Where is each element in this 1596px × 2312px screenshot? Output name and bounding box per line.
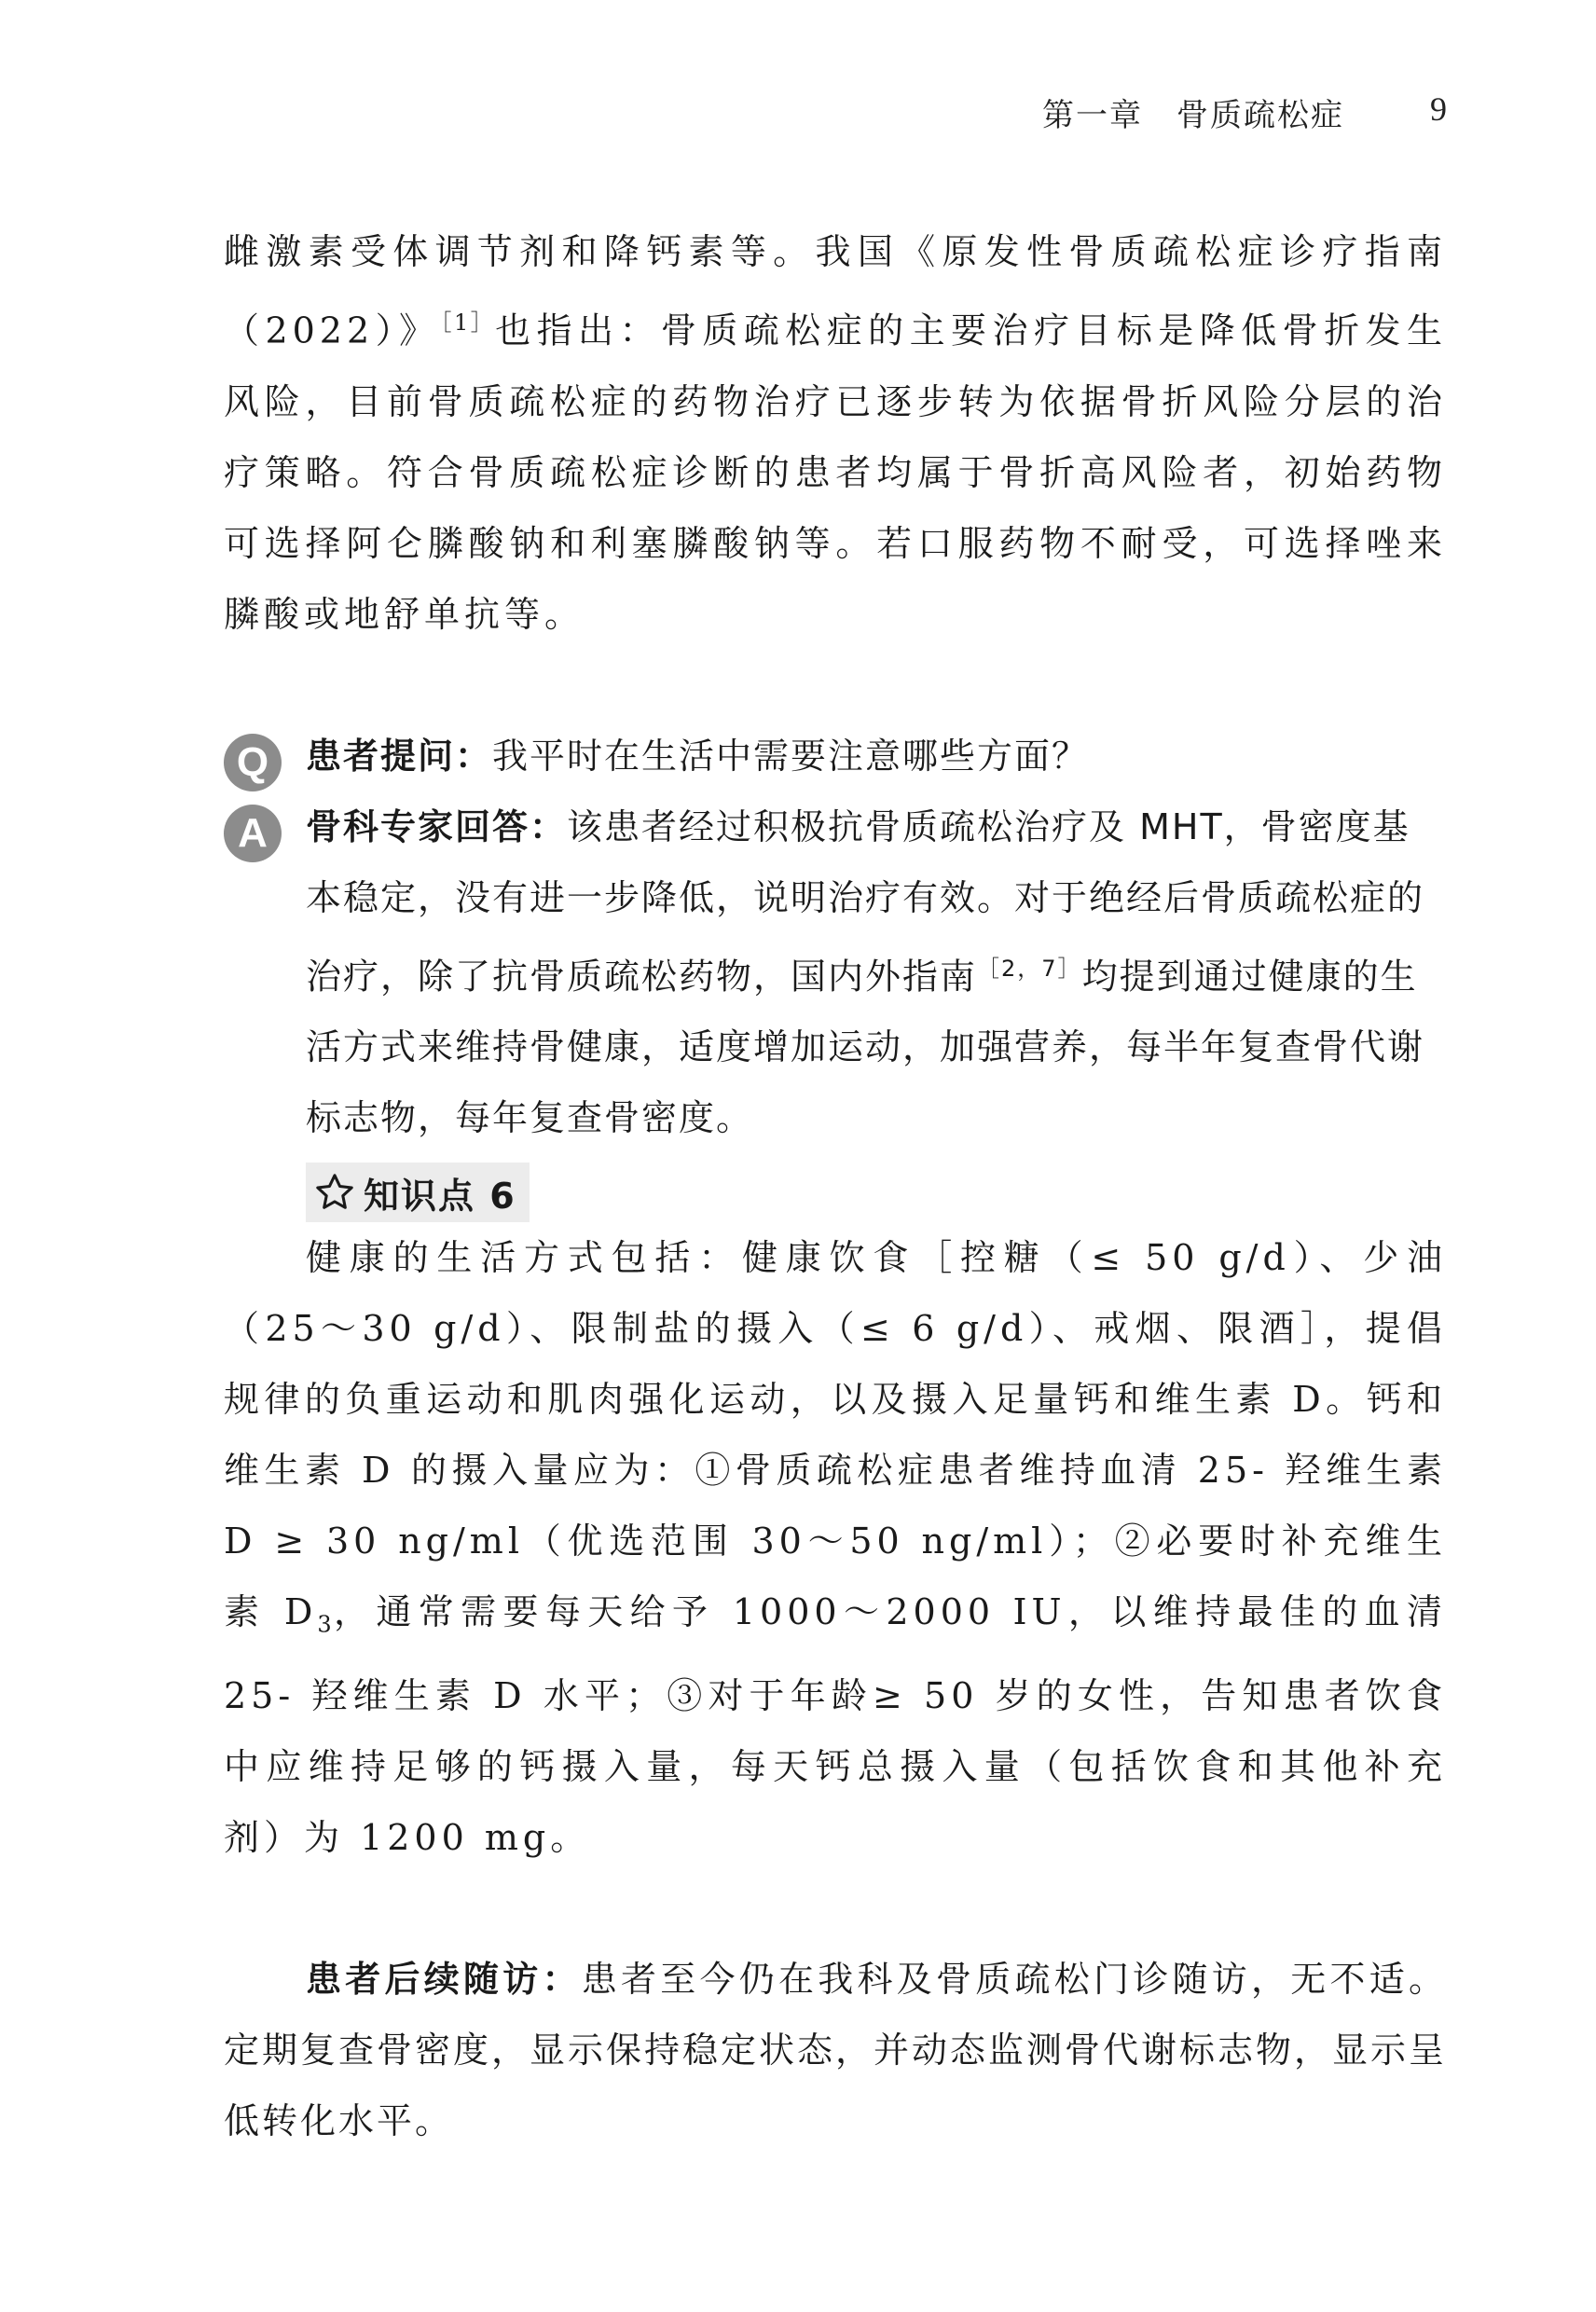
page-body (224, 216, 1447, 2156)
knowledge-point-title: 知识点 6 (364, 1175, 516, 1217)
question-badge-icon: Q (224, 734, 282, 791)
citation-ref-1: ［1］ (440, 310, 496, 336)
intro-paragraph (224, 216, 1447, 650)
followup-text: 患者至今仍在我科及骨质疏松门诊随访，无不适。定期复查骨密度，显示保持稳定状态，并动态监测骨代谢标志物，显示呈低转化水平。 (224, 1958, 1448, 2141)
question-lead: 患者提问： (306, 735, 493, 777)
knowledge-point-heading (306, 1163, 530, 1222)
followup-lead: 患者后续随访： (306, 1958, 582, 2000)
intro-text-1: 雌激素受体调节剂和降钙素等。我国《原发性骨质疏松症诊疗指南（2022）》 (224, 231, 1447, 351)
answer-lead: 骨科专家回答： (306, 805, 568, 847)
patient-followup (224, 1944, 1447, 2156)
expert-answer (224, 791, 1447, 1154)
running-header (0, 89, 1596, 145)
citation-ref-2-7: ［2，7］ (977, 955, 1082, 982)
question-text: 我平时在生活中需要注意哪些方面？ (492, 735, 1090, 777)
page-number: 9 (1430, 90, 1447, 128)
chapter-title: 第一章 骨质疏松症 (1042, 97, 1344, 134)
knowledge-text-2: ，通常需要每天给予 1000～2000 IU，以维持最佳的血清 25- 羟维生素 D 水平；③对于年龄≥ 50 岁的女性，告知患者饮食中应维持足够的钙摄入量，每天钙总摄入量（包括饮食和其他补充剂）为 1200 mg。 (224, 1591, 1447, 1858)
answer-text-2: 均提到通过健康的生活方式来维持骨健康，适度增加运动，加强营养，每半年复查骨代谢标志物，每年复查骨密度。 (306, 956, 1425, 1139)
intro-text-2: 也指出：骨质疏松症的主要治疗目标是降低骨折发生风险，目前骨质疏松症的药物治疗已逐步转为依据骨折风险分层的治疗策略。符合骨质疏松症诊断的患者均属于骨折高风险者，初始药物可选择阿仑膦酸钠和利塞膦酸钠等。若口服药物不耐受，可选择唑来膦酸或地舒单抗等。 (224, 310, 1447, 635)
star-outline-icon (313, 1171, 356, 1214)
subscript-3: 3 (317, 1611, 332, 1638)
answer-badge-icon: A (224, 805, 282, 862)
patient-question (224, 721, 1447, 791)
knowledge-point-paragraph (224, 1222, 1447, 1873)
knowledge-text-1: 健康的生活方式包括：健康饮食［控糖（≤ 50 g/d）、少油（25～30 g/d）、限制盐的摄入（≤ 6 g/d）、戒烟、限酒］，提倡规律的负重运动和肌肉强化运动，以及摄入足量钙和维生素 D。钙和维生素 D 的摄入量应为：①骨质疏松症患者维持血清 25- 羟维生素 D ≥ 30 ng/ml（优选范围 30～50 ng/ml）；②必要时补充维生素 D (224, 1237, 1447, 1633)
answer-text-1: 该患者经过积极抗骨质疏松治疗及 MHT，骨密度基本稳定，没有进一步降低，说明治疗有效。对于绝经后骨质疏松症的治疗，除了抗骨质疏松药物，国内外指南 (306, 805, 1425, 998)
